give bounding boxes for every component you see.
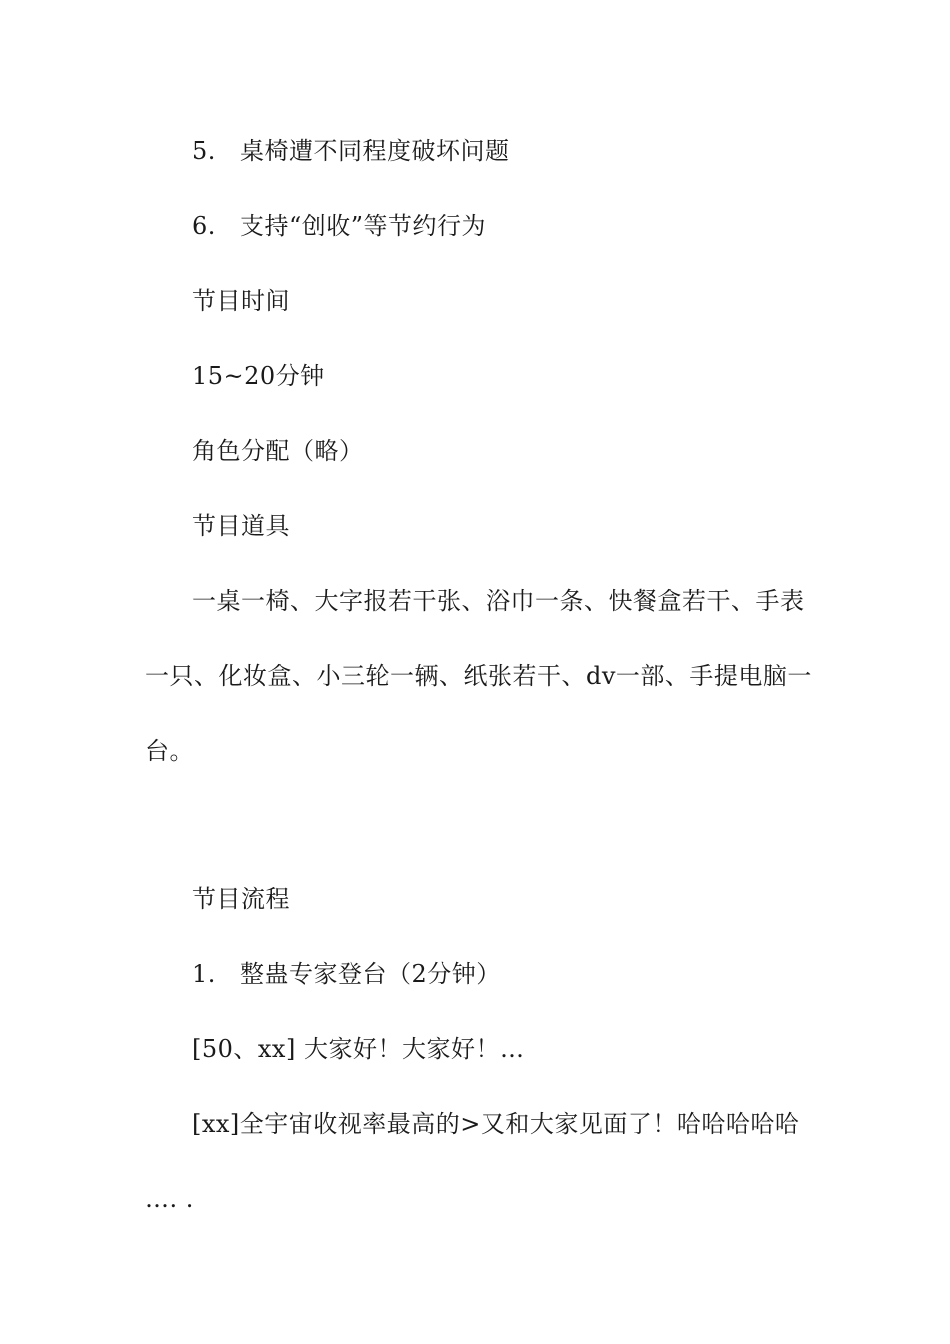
flow-item-1-number: 1. [192, 960, 216, 988]
props-line-2: 一只、化妆盒、小三轮一辆、纸张若干、dv一部、手提电脑一 [145, 662, 812, 690]
role-assignment: 角色分配（略） [192, 437, 364, 465]
list-item-6 [192, 211, 486, 241]
heading-program-flow: 节目流程 [192, 885, 290, 913]
props-line-1: 一桌一椅、大字报若干张、浴巾一条、快餐盒若干、手表 [192, 587, 805, 615]
props-line-3: 台。 [145, 737, 194, 765]
list-item-6-text: 支持“创收”等节约行为 [240, 212, 487, 240]
dialogue-line-2: [xx]全宇宙收视率最高的>又和大家见面了！哈哈哈哈哈 [192, 1110, 800, 1138]
heading-program-time: 节目时间 [192, 287, 290, 315]
dialogue-line-2-continued: …. . [145, 1185, 194, 1213]
list-item-5-text: 桌椅遭不同程度破坏问题 [240, 137, 510, 165]
list-item-5-number: 5. [192, 137, 216, 165]
list-item-6-number: 6. [192, 212, 216, 240]
flow-item-1-text: 整蛊专家登台（2分钟） [240, 960, 501, 988]
program-time-value: 15~20分钟 [192, 362, 325, 390]
dialogue-line-1: [50、xx] 大家好！大家好！… [192, 1035, 525, 1063]
list-item-5 [192, 136, 510, 166]
flow-item-1 [192, 959, 501, 989]
heading-program-props: 节目道具 [192, 512, 290, 540]
